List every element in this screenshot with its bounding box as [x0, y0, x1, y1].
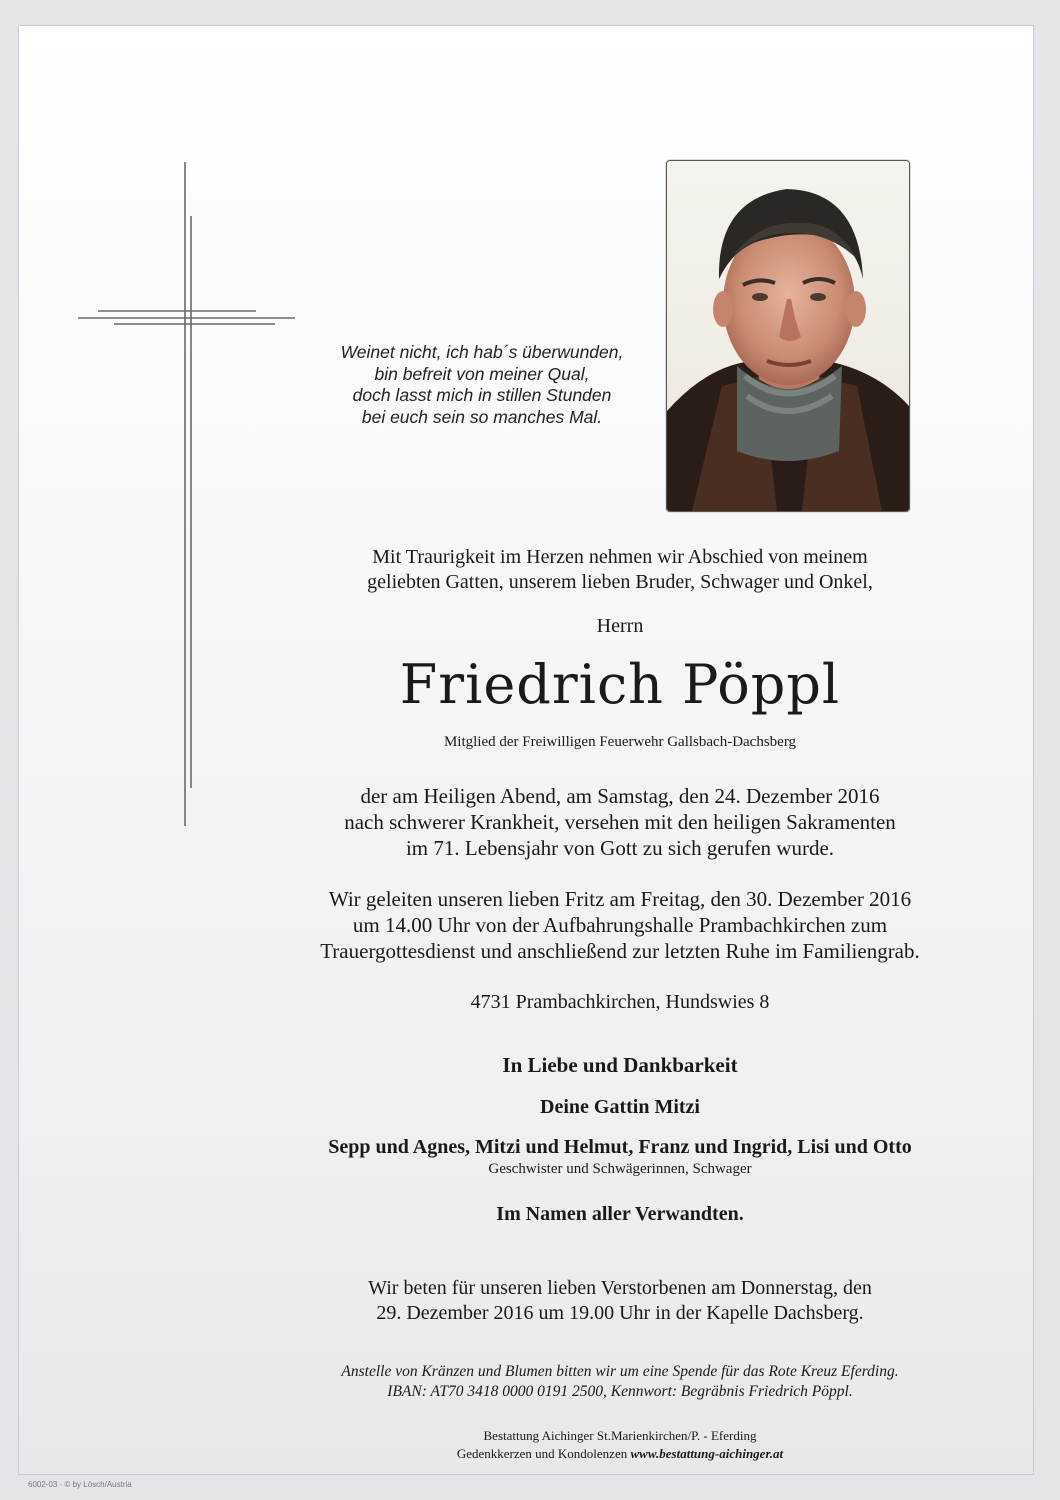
death-line: im 71. Lebensjahr von Gott zu sich gerufen wurde.	[405, 836, 835, 860]
print-code: 6002-03 · © by Lösch/Austria	[28, 1480, 132, 1489]
intro-line: Mit Traurigkeit im Herzen nehmen wir Abschied von meinem	[372, 546, 868, 568]
death-line: der am Heiligen Abend, am Samstag, den 24. Dezember 2016	[360, 784, 880, 808]
prayer-notice	[290, 1276, 950, 1326]
funeral-line: um 14.00 Uhr von der Aufbahrungshalle Prambachkirchen zum	[352, 913, 888, 937]
spouse-line: Deine Gattin Mitzi	[540, 1096, 700, 1118]
funeral-line: Trauergottesdienst und anschließend zur letzten Ruhe im Familiengrab.	[320, 939, 920, 963]
prayer-line: Wir beten für unseren lieben Verstorbenen am Donnerstag, den	[368, 1277, 872, 1299]
relatives-line: Im Namen aller Verwandten.	[496, 1203, 744, 1225]
donation-line: IBAN: AT70 3418 0000 0191 2500, Kennwort: Begräbnis Friedrich Pöppl.	[387, 1383, 853, 1400]
prayer-line: 29. Dezember 2016 um 19.00 Uhr in der Kapelle Dachsberg.	[376, 1302, 864, 1324]
poem-line: doch lasst mich in stillen Stunden	[352, 385, 612, 405]
address: 4731 Prambachkirchen, Hundswies 8	[470, 991, 770, 1013]
mourners-heading: In Liebe und Dankbarkeit	[502, 1053, 738, 1077]
death-announcement	[290, 783, 950, 861]
death-line: nach schwerer Krankheit, versehen mit den heiligen Sakramenten	[344, 810, 896, 834]
condolence-label: Gedenkkerzen und Kondolenzen	[456, 1446, 631, 1461]
poem-line: bin befreit von meiner Qual,	[374, 363, 590, 384]
intro-line: geliebten Gatten, unserem lieben Bruder, Schwager und Onkel,	[367, 571, 873, 593]
deceased-name: Friedrich Pöppl	[399, 653, 841, 716]
website-link[interactable]: www.bestattung-aichinger.at	[630, 1446, 784, 1461]
poem-line: bei euch sein so manches Mal.	[361, 406, 603, 427]
funeral-line: Wir geleiten unseren lieben Fritz am Freitag, den 30. Dezember 2016	[328, 887, 912, 911]
undertaker-name: Bestattung Aichinger St.Marienkirchen/P. - Eferding	[483, 1428, 757, 1443]
donation-notice	[260, 1362, 980, 1402]
poem	[322, 342, 642, 428]
donation-line: Anstelle von Kränzen und Blumen bitten wir um eine Spende für das Rote Kreuz Eferding.	[341, 1363, 899, 1380]
undertaker-contact	[290, 1445, 950, 1463]
undertaker-info	[290, 1427, 950, 1463]
poem-line: Weinet nicht, ich hab´s überwunden,	[340, 342, 624, 362]
salutation: Herrn	[596, 615, 644, 637]
siblings-line: Sepp und Agnes, Mitzi und Helmut, Franz und Ingrid, Lisi und Otto	[328, 1136, 912, 1158]
portrait-photo	[666, 160, 910, 512]
intro-text	[290, 545, 950, 595]
siblings-caption: Geschwister und Schwägerinnen, Schwager	[488, 1161, 752, 1177]
funeral-details	[290, 886, 950, 964]
membership-line: Mitglied der Freiwilligen Feuerwehr Gallsbach-Dachsberg	[443, 734, 797, 750]
